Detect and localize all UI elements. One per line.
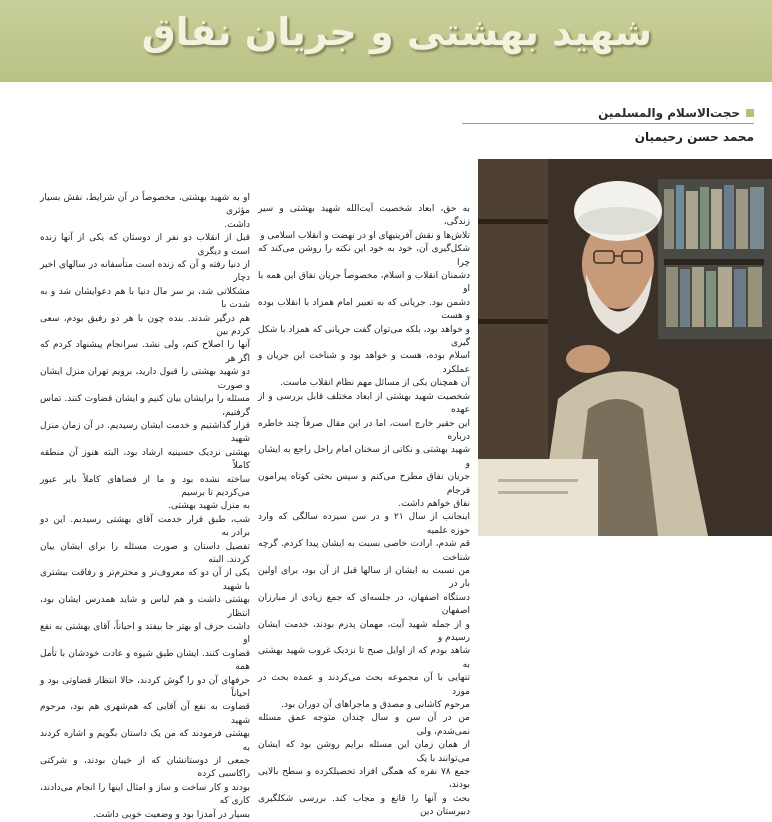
author-name: محمد حسن رحیمیان <box>634 130 754 144</box>
byline <box>462 106 754 144</box>
banner-divider <box>0 82 772 94</box>
title-banner <box>0 0 772 82</box>
author-honorific <box>462 106 754 124</box>
article-column-middle: به حق، ابعاد شخصیت آیت‌الله شهید بهشتی و سیر زندگی، تلاش‌ها و نقش آفرینیهای او در نهضت و انقلاب اسلامی و شکل‌گیری آن، خود به خود این نکته را روشن می‌کند که چرا دشمنان انقلاب و اسلام، مخصوصاً جریان نفاق این همه با او دشمن بود. جریانی که به تعبیر امام همزاد با انقلاب بوده و هست و خواهد بود، بلکه می‌توان گفت جریانی که همزاد با شکل گیری اسلام بوده، هست و خواهد بود و شناخت این جریان و عملکرد آن همچنان یکی از مسائل مهم نظام انقلاب ماست. شخصیت شهید بهشتی از ابعاد مختلف قابل بررسی و از عهده این حقیر خارج است، اما در این مقال صرفاً چند خاطره درباره شهید بهشتی و نکاتی از سخنان امام راحل راجع به ایشان و جریان نفاق مطرح می‌کنم و سپس بحثی کوتاه پیرامون فرجام نفاق خواهم داشت. اینجانب از سال ۲۱ و در سن سیزده سالگی که وارد حوزه علمیه قم شدم، ارادت خاصی نسبت به ایشان پیدا کردم. گرچه شناخت من نسبت به ایشان از سالها قبل از آن بود، برای اولین بار در دستگاه اصفهان، در جلسه‌ای که جمع زیادی از مبارزان اصفهان و از جمله شهید آیت، مهمان پدرم بودند، خدمت ایشان رسیدم و شاهد بودم که از اوایل صبح تا نزدیک غروب شهید بهشتی به تنهایی با آن مجموعه بحث می‌کردند و عمده بحث در مورد مرحوم کاشانی و مصدق و ماجراهای آن دوران بود. من در آن سن و سال چندان متوجه عمق مسئله نمی‌شدم، ولی از همان زمان این مسئله برایم روشن بود که ایشان می‌توانند با یک جمع ۷۸ نفره که همگی افراد تحصیلکرده و سطح بالایی بودند، بحث و آنها را قانع و مجاب کند. بررسی شکلگیری دبیرستان دین <box>258 204 471 818</box>
byline-marker-icon <box>746 109 754 117</box>
article-column-left: او به شهید بهشتی، مخصوصاً در آن شرایط، نقش بسیار مؤثری داشت. قبل از انقلاب دو نفر از دوستان که یکی از آنها زنده است و دیگری از دنیا رفته و آن که زنده است متأسفانه در سالهای اخیر دچار مشکلاتی شد، بر سر مال دنیا با هم دعوایشان شد و به شدت با هم درگیر شدند. بنده چون با هر دو رفیق بودم، سعی کردم بین آنها را اصلاح کنم، ولی نشد. سرانجام پیشنهاد کردم که اگر هر دو شهید بهشتی را قبول دارید، برویم تهران منزل ایشان و صورت مسئله را برایشان بیان کنیم و ایشان قضاوت کنند. تماس گرفتیم، قرار گذاشتیم و خدمت ایشان رسیدیم. در آن زمان منزل شهید بهشتی نزدیک حسینیه ارشاد بود، البته هنوز آن منطقه کاملاً ساخته نشده بود و ما از فضاهای کاملاً بایر عبور می‌کردیم تا برسیم به منزل شهید بهشتی. شب، طبق قرار خدمت آقای بهشتی رسیدیم. این دو برادر به تفصیل داستان و صورت مسئله را برای ایشان بیان کردند. البته یکی از آن دو که معروف‌تر و محترم‌تر و رفاقت بیشتری با شهید بهشتی داشت و هم لباس و شاید همدرس ایشان بود، انتظار داشت حرف او بهتر جا بیفتد و احیاناً، آقای بهشتی به نفع او قضاوت کنند. ایشان طبق شیوه و عادت خودشان با تأمل همه حرفهای آن دو را گوش کردند، حالا انتظار قضاوتی بود و احیاناً قضاوت به نفع آن آقایی که هم‌شهری هم بود، مرحوم شهید بهشتی فرمودند که من یک داستان بگویم و اشاره کردند به جمعی از دوستانشان که از خیبان بودند، و شرکتی راکاسبی کرده بودند و کار ساخت و ساز و امثال اینها را انجام می‌دادند، کاری که بسیار در آمدزا بود و وضعیت خوبی داشت. <box>40 193 250 820</box>
author-honorific-text: حجت‌الاسلام والمسلمین <box>598 106 740 120</box>
article-title: شهید بهشتی و جریان نفاق <box>141 10 652 54</box>
author-portrait-photo <box>478 159 772 536</box>
portrait-illustration-icon <box>478 159 772 536</box>
